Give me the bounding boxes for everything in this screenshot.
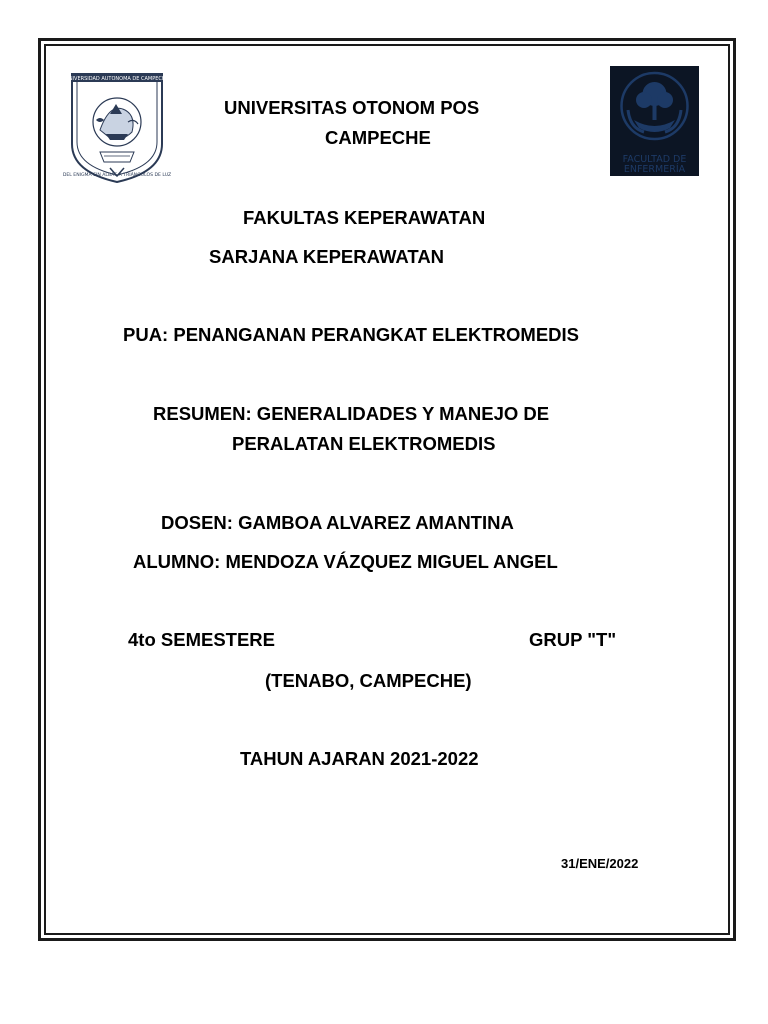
seal-top-text: UNIVERSIDAD AUTONOMA DE CAMPECHE: [65, 76, 169, 82]
student-name: ALUMNO: MENDOZA VÁZQUEZ MIGUEL ANGEL: [133, 551, 558, 572]
faculty-name: FAKULTAS KEPERAWATAN: [243, 207, 486, 228]
location-label: (TENABO, CAMPECHE): [265, 670, 472, 691]
program-name: SARJANA KEPERAWATAN: [209, 246, 445, 267]
summary-title-line1: RESUMEN: GENERALIDADES Y MANEJO DE: [153, 403, 550, 424]
university-seal-icon: [62, 72, 172, 184]
lecturer-name: DOSEN: GAMBOA ALVAREZ AMANTINA: [161, 512, 514, 533]
document-date: 31/ENE/2022: [561, 856, 639, 871]
university-name-line1: UNIVERSITAS OTONOM POS: [224, 97, 480, 118]
university-name-line2: CAMPECHE: [325, 127, 431, 148]
logo-line1: FACULTAD DE: [622, 154, 687, 165]
seal-bottom-text: DEL ENIGMA SIN ALBAS A TRIÁNGULOS DE LUZ: [62, 173, 172, 178]
logo-line2: ENFERMERÍA: [623, 164, 686, 175]
faculty-tree-logo-icon: [610, 66, 699, 176]
semester-label: 4to SEMESTERE: [128, 629, 275, 650]
group-label: GRUP "T": [529, 629, 617, 650]
course-title: PUA: PENANGANAN PERANGKAT ELEKTROMEDIS: [123, 324, 580, 345]
academic-year: TAHUN AJARAN 2021-2022: [240, 748, 479, 769]
summary-title-line2: PERALATAN ELEKTROMEDIS: [232, 433, 496, 454]
